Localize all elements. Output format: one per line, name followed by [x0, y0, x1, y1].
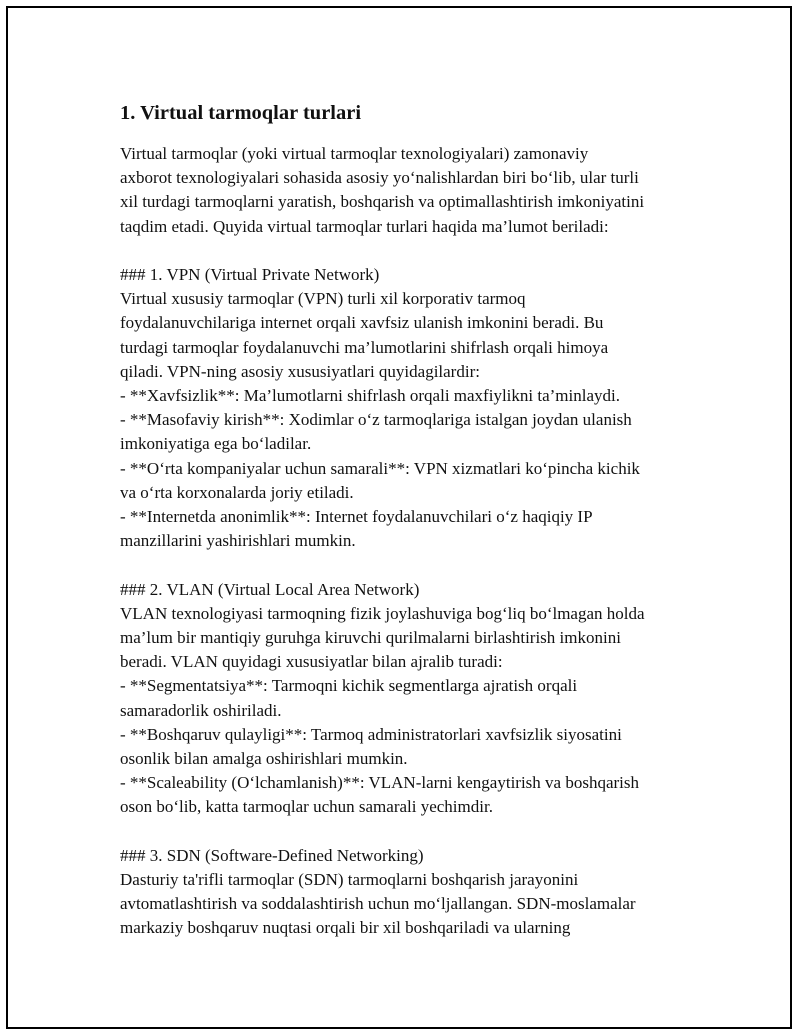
list-item-continuation: va o‘rta korxonalarda joriy etiladi.	[120, 482, 354, 502]
list-item-continuation: osonlik bilan amalga oshirishlari mumkin.	[120, 749, 408, 769]
section-heading: ### 1. VPN (Virtual Private Network)	[120, 265, 380, 284]
section-line: qiladi. VPN-ning asosiy xususiyatlari quyidagilardir:	[120, 361, 480, 381]
page-frame	[6, 6, 792, 1029]
section-line: Virtual xususiy tarmoqlar (VPN) turli xil korporativ tarmoq	[120, 289, 526, 309]
section-vlan	[120, 578, 720, 820]
intro-line: xil turdagi tarmoqlarni yaratish, boshqarish va optimallashtirish imkoniyatini	[120, 192, 645, 212]
list-item-continuation: oson bo‘lib, katta tarmoqlar uchun samarali yechimdir.	[120, 797, 493, 817]
list-item: - **Internetda anonimlik**: Internet foydalanuvchilari o‘z haqiqiy IP	[120, 507, 593, 527]
intro-paragraph	[120, 142, 720, 239]
list-item-continuation: manzillarini yashirishlari mumkin.	[120, 531, 356, 551]
intro-line: Virtual tarmoqlar (yoki virtual tarmoqlar texnologiyalari) zamonaviy	[120, 144, 589, 163]
list-item-continuation: samaradorlik oshiriladi.	[120, 700, 282, 720]
section-line: beradi. VLAN quyidagi xususiyatlar bilan ajralib turadi:	[120, 652, 503, 672]
section-vpn	[120, 263, 720, 553]
document-title: 1. Virtual tarmoqlar turlari	[120, 102, 362, 124]
paragraph-gap	[120, 553, 720, 577]
list-item: - **Boshqaruv qulayligi**: Tarmoq administratorlari xavfsizlik siyosatini	[120, 724, 622, 744]
intro-line: taqdim etadi. Quyida virtual tarmoqlar turlari haqida ma’lumot beriladi:	[120, 216, 609, 236]
list-item: - **O‘rta kompaniyalar uchun samarali**: VPN xizmatlari ko‘pincha kichik	[120, 458, 640, 478]
document-content	[120, 100, 720, 941]
section-heading: ### 3. SDN (Software-Defined Networking)	[120, 845, 424, 865]
section-line: avtomatlashtirish va soddalashtirish uchun mo‘ljallangan. SDN-moslamalar	[120, 894, 636, 914]
section-line: VLAN texnologiyasi tarmoqning fizik joylashuviga bog‘liq bo‘lmagan holda	[120, 603, 645, 623]
section-line: markaziy boshqaruv nuqtasi orqali bir xil boshqariladi va ularning	[120, 918, 571, 938]
list-item: - **Xavfsizlik**: Ma’lumotlarni shifrlash orqali maxfiylikni ta’minlaydi.	[120, 386, 620, 406]
section-line: Dasturiy ta'rifli tarmoqlar (SDN) tarmoqlarni boshqarish jarayonini	[120, 870, 579, 890]
section-sdn	[120, 844, 720, 941]
list-item: - **Masofaviy kirish**: Xodimlar o‘z tarmoqlariga istalgan joydan ulanish	[120, 410, 632, 430]
section-line: ma’lum bir mantiqiy guruhga kiruvchi qurilmalarni birlashtirish imkonini	[120, 628, 621, 648]
paragraph-gap	[120, 239, 720, 263]
intro-line: axborot texnologiyalari sohasida asosiy yo‘nalishlardan biri bo‘lib, ular turli	[120, 168, 639, 188]
section-line: turdagi tarmoqlar foydalanuvchi ma’lumotlarini shifrlash orqali himoya	[120, 337, 609, 357]
list-item: - **Segmentatsiya**: Tarmoqni kichik segmentlarga ajratish orqali	[120, 676, 578, 696]
paragraph-gap	[120, 820, 720, 844]
list-item: - **Scaleability (O‘lchamlanish)**: VLAN-larni kengaytirish va boshqarish	[120, 773, 640, 793]
list-item-continuation: imkoniyatiga ega bo‘ladilar.	[120, 434, 312, 454]
section-heading: ### 2. VLAN (Virtual Local Area Network)	[120, 579, 420, 599]
section-line: foydalanuvchilariga internet orqali xavfsiz ulanish imkonini beradi. Bu	[120, 313, 604, 333]
